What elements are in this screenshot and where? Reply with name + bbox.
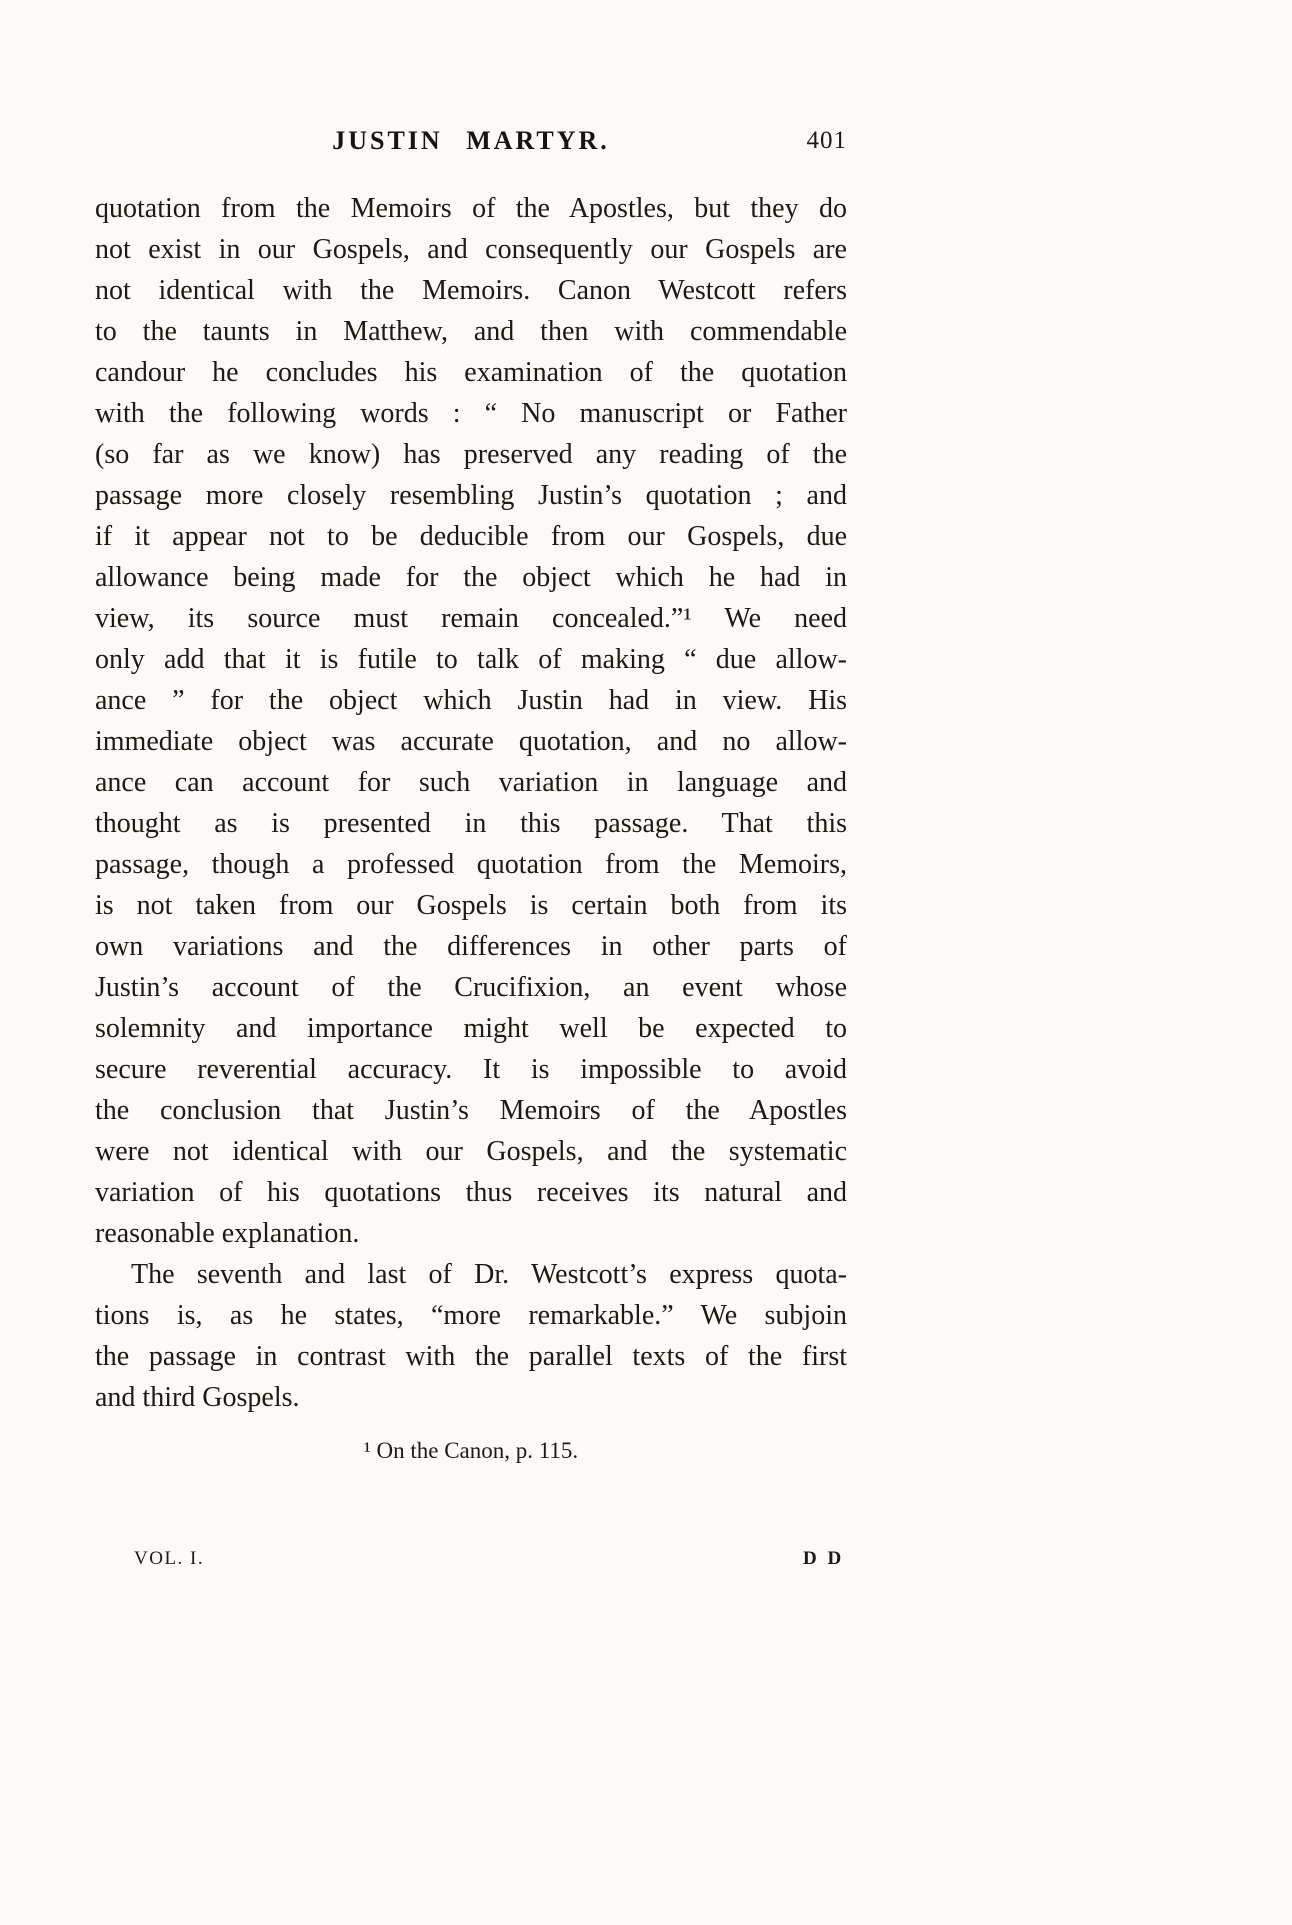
running-head-title: JUSTIN MARTYR. [332, 126, 610, 155]
text-line: The seventh and last of Dr. Westcott’s express quota- [131, 1259, 847, 1290]
text-line: to the taunts in Matthew, and then with commendable [95, 316, 847, 347]
text-line: thought as is presented in this passage. That this [95, 808, 847, 839]
text-line: quotation from the Memoirs of the Apostles, but they do [95, 193, 847, 224]
text-line: only add that it is futile to talk of making “ due allow- [95, 644, 847, 675]
text-line: (so far as we know) has preserved any reading of the [95, 439, 847, 470]
text-line: allowance being made for the object which he had in [95, 562, 847, 593]
text-line: not identical with the Memoirs. Canon Westcott refers [95, 275, 847, 306]
text-line: the conclusion that Justin’s Memoirs of the Apostles [95, 1095, 847, 1126]
text-line: Justin’s account of the Crucifixion, an event whose [95, 972, 847, 1003]
text-line: reasonable explanation. [95, 1218, 360, 1249]
text-line: solemnity and importance might well be expected to [95, 1013, 847, 1044]
text-line: and third Gospels. [95, 1382, 300, 1413]
paragraph [95, 188, 847, 1254]
text-line: the passage in contrast with the parallel texts of the first [95, 1341, 847, 1372]
text-line: immediate object was accurate quotation, and no allow- [95, 726, 847, 757]
page-number: 401 [806, 127, 847, 154]
footer-printer-signature: D D [803, 1548, 845, 1569]
body-text [95, 188, 847, 1418]
text-line: were not identical with our Gospels, and the systematic [95, 1136, 847, 1167]
text-line: if it appear not to be deducible from our Gospels, due [95, 521, 847, 552]
paragraph [95, 1254, 847, 1418]
text-line: passage more closely resembling Justin’s quotation ; and [95, 480, 847, 511]
text-line: passage, though a professed quotation from the Memoirs, [95, 849, 847, 880]
text-line: view, its source must remain concealed.”¹ We need [95, 603, 847, 634]
footer-volume-label: VOL. I. [134, 1548, 205, 1569]
text-line: with the following words : “ No manuscript or Father [95, 398, 847, 429]
footnote: ¹ On the Canon, p. 115. [363, 1438, 579, 1463]
text-line: is not taken from our Gospels is certain both from its [95, 890, 847, 921]
text-line: candour he concludes his examination of the quotation [95, 357, 847, 388]
text-line: ance ” for the object which Justin had in view. His [95, 685, 847, 716]
text-line: not exist in our Gospels, and consequently our Gospels are [95, 234, 847, 265]
text-line: own variations and the differences in other parts of [95, 931, 847, 962]
text-line: secure reverential accuracy. It is impossible to avoid [95, 1054, 847, 1085]
text-line: tions is, as he states, “more remarkable.” We subjoin [95, 1300, 847, 1331]
text-line: ance can account for such variation in language and [95, 767, 847, 798]
text-line: variation of his quotations thus receives its natural and [95, 1177, 847, 1208]
page-header [95, 126, 847, 162]
